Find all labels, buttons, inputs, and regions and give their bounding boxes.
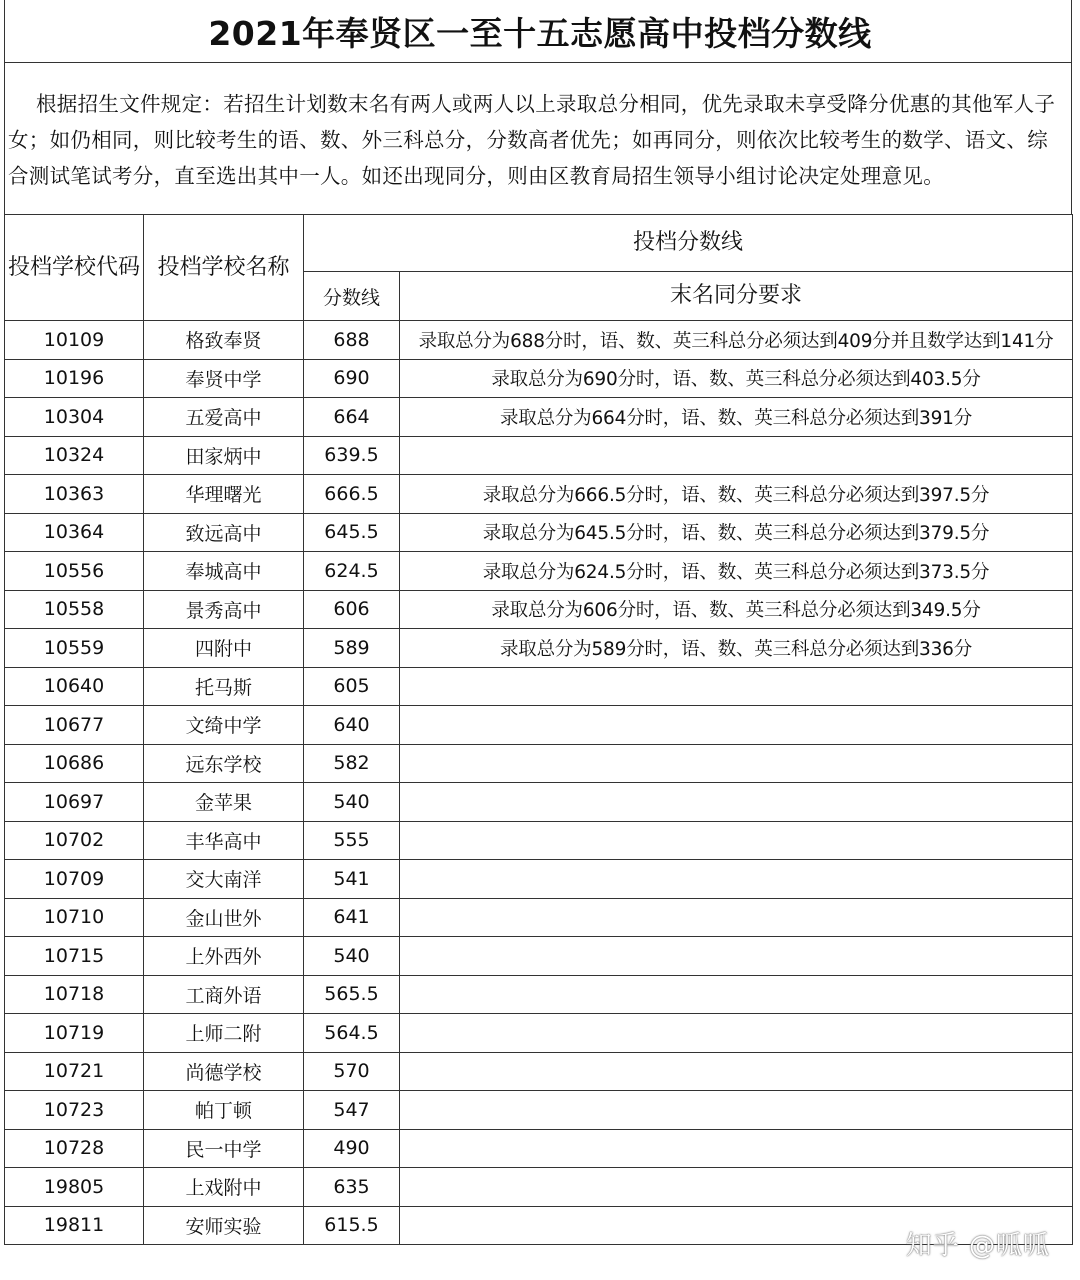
tie-requirement-cell: 录取总分为664分时，语、数、英三科总分必须达到391分	[400, 398, 1073, 437]
tie-requirement-cell	[400, 1129, 1073, 1168]
tie-requirement-cell	[400, 1168, 1073, 1207]
school-code-cell: 10728	[5, 1129, 144, 1168]
score-line-cell: 582	[304, 744, 400, 783]
tie-requirement-cell	[400, 975, 1073, 1014]
score-line-cell: 624.5	[304, 552, 400, 591]
score-line-cell: 555	[304, 821, 400, 860]
score-line-cell: 565.5	[304, 975, 400, 1014]
school-name-cell: 尚德学校	[144, 1052, 304, 1091]
school-code-cell: 10324	[5, 436, 144, 475]
school-name-cell: 民一中学	[144, 1129, 304, 1168]
header-tie-requirement: 末名同分要求	[400, 272, 1073, 321]
table-row	[5, 1168, 1073, 1207]
score-line-cell: 664	[304, 398, 400, 437]
score-line-cell: 490	[304, 1129, 400, 1168]
school-code-cell: 10558	[5, 590, 144, 629]
header-school-code: 投档学校代码	[5, 215, 144, 321]
school-code-cell: 10109	[5, 321, 144, 360]
score-line-cell: 641	[304, 898, 400, 937]
table-row	[5, 1014, 1073, 1053]
school-code-cell: 10559	[5, 629, 144, 668]
table-row	[5, 1091, 1073, 1130]
score-table	[4, 214, 1073, 1245]
watermark: 知乎 @呱呱	[905, 1231, 1050, 1261]
school-name-cell: 帕丁顿	[144, 1091, 304, 1130]
table-row	[5, 1129, 1073, 1168]
school-code-cell: 10304	[5, 398, 144, 437]
tie-requirement-cell	[400, 937, 1073, 976]
school-code-cell: 10697	[5, 783, 144, 822]
school-code-cell: 10702	[5, 821, 144, 860]
school-code-cell: 19805	[5, 1168, 144, 1207]
page-title: 2021年奉贤区一至十五志愿高中投档分数线	[208, 14, 872, 53]
table-row	[5, 706, 1073, 745]
score-line-cell: 606	[304, 590, 400, 629]
score-line-cell: 690	[304, 359, 400, 398]
school-code-cell: 10718	[5, 975, 144, 1014]
tie-requirement-cell: 录取总分为688分时，语、数、英三科总分必须达到409分并且数学达到141分	[400, 321, 1073, 360]
school-name-cell: 文绮中学	[144, 706, 304, 745]
table-row	[5, 629, 1073, 668]
score-line-cell: 645.5	[304, 513, 400, 552]
tie-requirement-cell: 录取总分为624.5分时，语、数、英三科总分必须达到373.5分	[400, 552, 1073, 591]
score-line-cell: 640	[304, 706, 400, 745]
table-row	[5, 590, 1073, 629]
school-name-cell: 远东学校	[144, 744, 304, 783]
tie-requirement-cell	[400, 783, 1073, 822]
tie-requirement-cell: 录取总分为645.5分时，语、数、英三科总分必须达到379.5分	[400, 513, 1073, 552]
admission-rules-paragraph: 根据招生文件规定：若招生计划数末名有两人或两人以上录取总分相同，优先录取未享受降分优惠的其他军人子女；如仍相同，则比较考生的语、数、外三科总分，分数高者优先；如再同分，则依次比较考生的数学、语文、综合测试笔试考分，直至选出其中一人。如还出现同分，则由区教育局招生领导小组讨论决定处理意见。	[8, 92, 1056, 188]
school-code-cell: 10640	[5, 667, 144, 706]
tie-requirement-cell: 录取总分为589分时，语、数、英三科总分必须达到336分	[400, 629, 1073, 668]
score-line-cell: 615.5	[304, 1206, 400, 1245]
score-line-cell: 541	[304, 860, 400, 899]
tie-requirement-cell	[400, 821, 1073, 860]
title-divider	[4, 62, 1072, 63]
score-line-cell: 589	[304, 629, 400, 668]
school-name-cell: 丰华高中	[144, 821, 304, 860]
table-row	[5, 667, 1073, 706]
score-line-cell: 635	[304, 1168, 400, 1207]
school-code-cell: 10723	[5, 1091, 144, 1130]
table-row	[5, 398, 1073, 437]
school-code-cell: 10677	[5, 706, 144, 745]
header-score-line: 分数线	[304, 272, 400, 321]
score-line-cell: 540	[304, 937, 400, 976]
school-name-cell: 工商外语	[144, 975, 304, 1014]
school-name-cell: 奉城高中	[144, 552, 304, 591]
score-line-cell: 605	[304, 667, 400, 706]
school-code-cell: 10715	[5, 937, 144, 976]
school-name-cell: 景秀高中	[144, 590, 304, 629]
school-name-cell: 四附中	[144, 629, 304, 668]
table-row	[5, 860, 1073, 899]
table-row	[5, 475, 1073, 514]
table-row	[5, 898, 1073, 937]
table-row	[5, 321, 1073, 360]
school-code-cell: 10686	[5, 744, 144, 783]
table-row	[5, 436, 1073, 475]
tie-requirement-cell: 录取总分为666.5分时，语、数、英三科总分必须达到397.5分	[400, 475, 1073, 514]
tie-requirement-cell: 录取总分为606分时，语、数、英三科总分必须达到349.5分	[400, 590, 1073, 629]
table-row	[5, 513, 1073, 552]
score-line-cell: 547	[304, 1091, 400, 1130]
school-name-cell: 五爱高中	[144, 398, 304, 437]
score-line-cell: 639.5	[304, 436, 400, 475]
school-name-cell: 田家炳中	[144, 436, 304, 475]
school-name-cell: 上师二附	[144, 1014, 304, 1053]
school-name-cell: 上戏附中	[144, 1168, 304, 1207]
school-code-cell: 10556	[5, 552, 144, 591]
school-code-cell: 10721	[5, 1052, 144, 1091]
school-name-cell: 安师实验	[144, 1206, 304, 1245]
table-body	[5, 321, 1073, 1245]
score-line-cell: 666.5	[304, 475, 400, 514]
school-code-cell: 10363	[5, 475, 144, 514]
table-row	[5, 1052, 1073, 1091]
tie-requirement-cell	[400, 706, 1073, 745]
school-code-cell: 10364	[5, 513, 144, 552]
table-row	[5, 937, 1073, 976]
table-row	[5, 975, 1073, 1014]
score-line-cell: 688	[304, 321, 400, 360]
school-code-cell: 19811	[5, 1206, 144, 1245]
school-code-cell: 10719	[5, 1014, 144, 1053]
table-row	[5, 552, 1073, 591]
table-row	[5, 783, 1073, 822]
table-row	[5, 359, 1073, 398]
school-name-cell: 上外西外	[144, 937, 304, 976]
tie-requirement-cell	[400, 667, 1073, 706]
tie-requirement-cell	[400, 1091, 1073, 1130]
school-name-cell: 奉贤中学	[144, 359, 304, 398]
school-name-cell: 致远高中	[144, 513, 304, 552]
tie-requirement-cell	[400, 744, 1073, 783]
tie-requirement-cell	[400, 898, 1073, 937]
school-code-cell: 10710	[5, 898, 144, 937]
tie-requirement-cell	[400, 1052, 1073, 1091]
school-name-cell: 金苹果	[144, 783, 304, 822]
school-code-cell: 10196	[5, 359, 144, 398]
table-row	[5, 744, 1073, 783]
school-name-cell: 金山世外	[144, 898, 304, 937]
school-name-cell: 托马斯	[144, 667, 304, 706]
score-line-cell: 540	[304, 783, 400, 822]
header-school-name: 投档学校名称	[144, 215, 304, 321]
school-name-cell: 华理曙光	[144, 475, 304, 514]
school-code-cell: 10709	[5, 860, 144, 899]
score-line-cell: 570	[304, 1052, 400, 1091]
tie-requirement-cell: 录取总分为690分时，语、数、英三科总分必须达到403.5分	[400, 359, 1073, 398]
school-name-cell: 格致奉贤	[144, 321, 304, 360]
score-line-cell: 564.5	[304, 1014, 400, 1053]
tie-requirement-cell	[400, 860, 1073, 899]
header-score-group: 投档分数线	[304, 215, 1073, 272]
tie-requirement-cell	[400, 436, 1073, 475]
tie-requirement-cell	[400, 1014, 1073, 1053]
table-row	[5, 821, 1073, 860]
school-name-cell: 交大南洋	[144, 860, 304, 899]
